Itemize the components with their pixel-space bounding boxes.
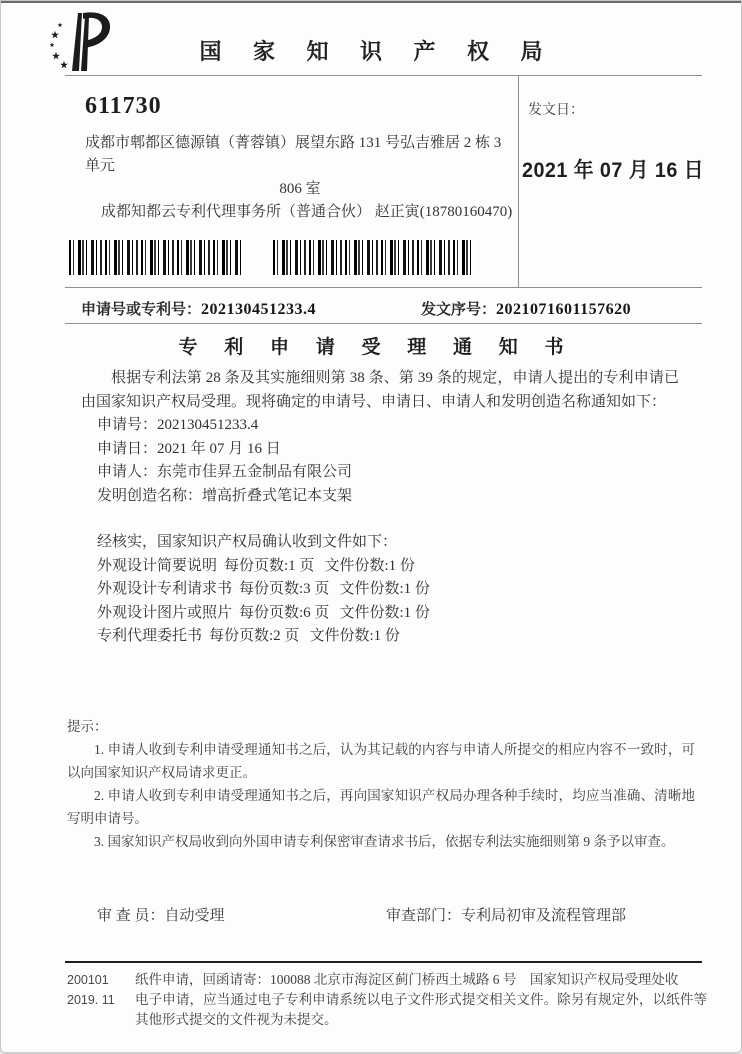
received-document-row (81, 555, 679, 579)
number-row-divider (65, 323, 702, 324)
agency-line: 成都知都云专利代理事务所（普通合伙） 赵正寅(18780160470) (101, 204, 513, 220)
footer-note-text: 电子申请，应当通过电子专利申请系统以电子文件形式提交相关文件。除另有规定外，以纸件等其他形式提交的文件视为未提交。 (135, 992, 707, 1027)
footer-note-text: 纸件申请，回函请寄：100088 北京市海淀区蓟门桥西土城路 6 号 国家知识产权局受理处收 (135, 972, 679, 987)
barcode-left (69, 240, 241, 275)
document-copies: 文件份数:1 份 (339, 581, 430, 597)
footer-row-electronic (67, 990, 707, 1030)
footer-notes (67, 970, 707, 1030)
application-number-label: 申请号或专利号： (81, 302, 202, 318)
received-document-row (81, 625, 679, 649)
document-copies: 文件份数:1 份 (324, 557, 415, 574)
footer-divider (65, 961, 702, 963)
received-documents-intro: 经核实，国家知识产权局确认收到文件如下： (97, 534, 398, 550)
document-name: 外观设计图片或照片 (97, 604, 233, 621)
examiner-value: 自动受理 (164, 908, 225, 924)
address-line-1: 成都市郫都区德源镇（菁蓉镇）展望东路 131 号弘吉雅居 2 栋 3 单元 (85, 135, 502, 174)
field-applicant (81, 461, 679, 485)
notice-intro-paragraph: 根据专利法第 28 条及其实施细则第 38 条、第 39 条的规定，申请人提出的专利申请已由国家知识产权局受理。现将确定的申请号、申请日、申请人和发明创造名称通知如下： (81, 370, 679, 410)
tips-section (67, 715, 695, 853)
tips-item-2: 2. 申请人收到专利申请受理通知书之后，再向国家知识产权局办理各种手续时，均应当准确、清晰地写明申请号。 (67, 788, 695, 826)
serial-number-group (421, 298, 631, 319)
issue-date-label: 发文日： (528, 103, 584, 118)
document-copies: 文件份数:1 份 (339, 604, 430, 621)
header-divider (65, 75, 702, 76)
field-label: 发明创造名称： (97, 487, 203, 504)
received-document-row (81, 578, 679, 602)
document-name: 专利代理委托书 (97, 628, 203, 644)
document-pages: 每份页数:3 页 (239, 581, 330, 597)
field-value: 2021 年 07 月 16 日 (157, 440, 281, 457)
spacer (81, 508, 679, 531)
document-copies: 文件份数:1 份 (309, 628, 400, 644)
address-line-2: 806 室 (279, 181, 321, 197)
field-label: 申请号： (97, 417, 158, 433)
document-pages: 每份页数:6 页 (239, 604, 330, 621)
footer-form-date: 2019. 11 (67, 993, 115, 1007)
application-number-value: 202130451233.4 (201, 301, 317, 318)
field-application-number (81, 414, 679, 438)
address-section-divider (65, 287, 702, 288)
footer-row-paper (67, 970, 707, 990)
barcode-right (273, 240, 475, 275)
tips-item-1: 1. 申请人收到专利申请受理通知书之后，认为其记载的内容与申请人所提交的相应内容不一致时，可以向国家知识产权局请求更正。 (67, 742, 695, 780)
footer-form-code: 200101 (67, 973, 109, 987)
examiner-label: 审 查 员： (97, 908, 165, 924)
postal-code: 611730 (85, 93, 162, 119)
department-group (386, 904, 626, 925)
mailing-address-block (85, 132, 515, 224)
scan-edge (1, 1, 741, 3)
field-label: 申请日： (97, 440, 158, 457)
department-value: 专利局初审及流程管理部 (461, 908, 627, 924)
notice-title: 专 利 申 请 受 理 通 知 书 (178, 337, 575, 358)
document-pages: 每份页数:1 页 (224, 557, 315, 574)
application-number-group (81, 298, 316, 319)
field-label: 申请人： (97, 464, 158, 480)
issue-date-value: 2021 年 07 月 16 日 (522, 159, 704, 182)
date-box-divider (518, 75, 519, 287)
received-document-row (81, 602, 679, 626)
field-value: 东莞市佳昇五金制品有限公司 (157, 464, 353, 480)
serial-number-value: 2021071601157620 (496, 301, 632, 318)
field-invention-title (81, 485, 679, 509)
notice-body (81, 367, 679, 649)
org-title: 国 家 知 识 产 权 局 (199, 39, 556, 64)
document-name: 外观设计简要说明 (97, 557, 218, 574)
field-value: 202130451233.4 (157, 417, 259, 433)
serial-number-label: 发文序号： (421, 302, 497, 318)
department-label: 审查部门： (386, 908, 462, 924)
field-value: 增高折叠式笔记本支架 (202, 487, 353, 504)
tips-item-3: 3. 国家知识产权局收到向外国申请专利保密审查请求书后，依据专利法实施细则第 9 条予以审查。 (94, 834, 675, 849)
tips-label: 提示： (67, 719, 108, 734)
document-pages: 每份页数:2 页 (209, 628, 300, 644)
document-name: 外观设计专利请求书 (97, 581, 233, 597)
field-application-date (81, 438, 679, 462)
examiner-group (97, 904, 225, 925)
